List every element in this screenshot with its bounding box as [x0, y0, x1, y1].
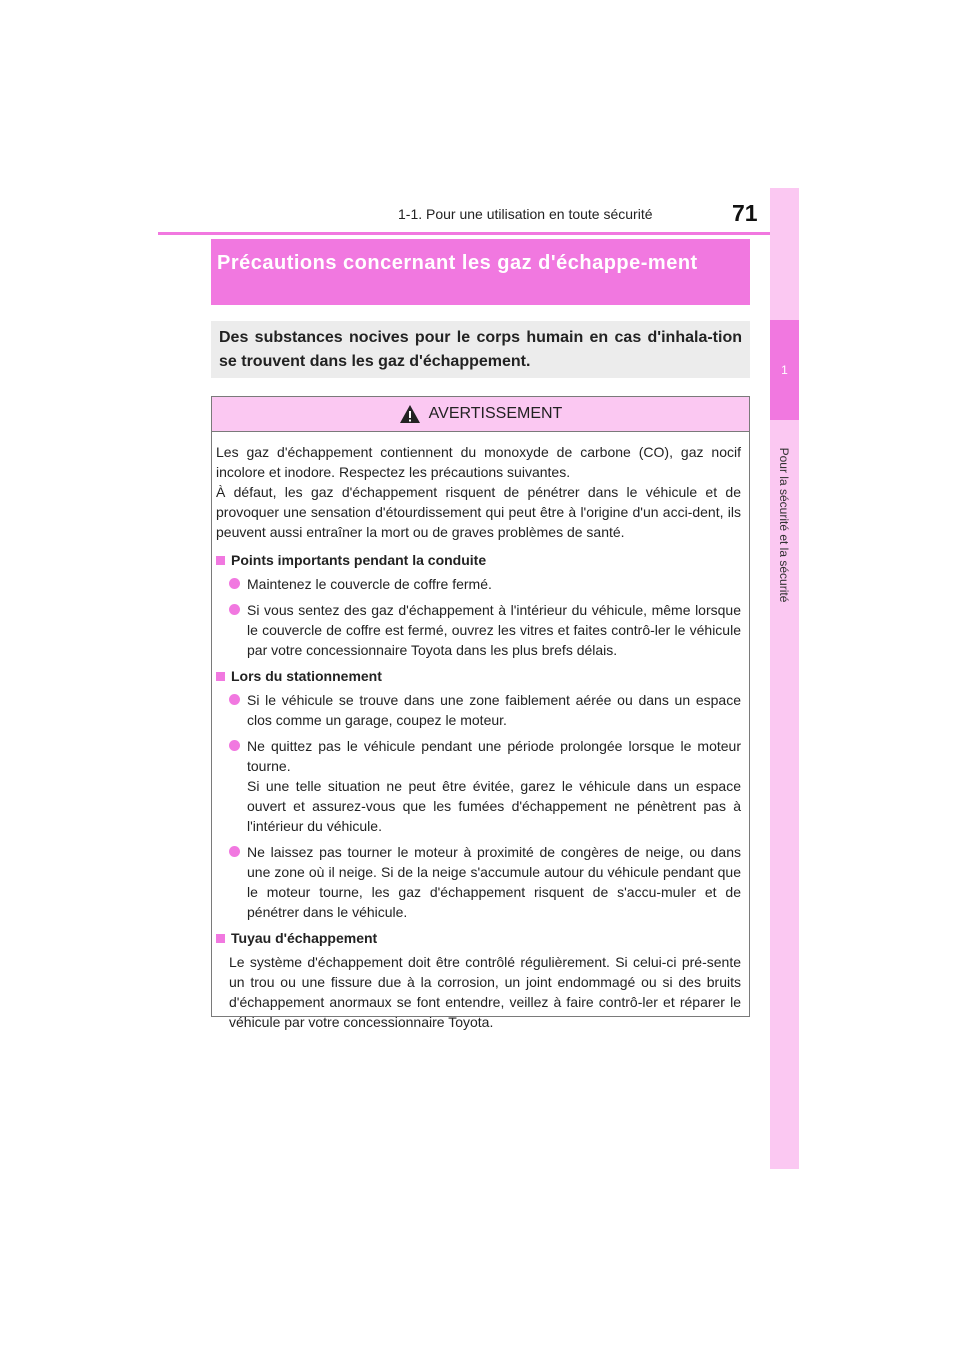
- list-item-text: Si vous sentez des gaz d'échappement à l'intérieur du véhicule, même lorsque le couvercle de coffre est fermé, ouvrez les vitres et faites contrô-ler le véhicule par votre concessionnaire Toyota dans les plus brefs délais.: [247, 602, 741, 658]
- list-item: [229, 736, 741, 836]
- page-title: Précautions concernant les gaz d'échappe-ment: [211, 239, 750, 305]
- list-item: [229, 574, 741, 594]
- side-chapter-title: Pour la sécurité et la sécurité: [777, 447, 791, 603]
- round-bullet-icon: [229, 740, 240, 751]
- section-heading-exhaust-pipe: [216, 928, 741, 948]
- section-heading-label: Lors du stationnement: [231, 668, 382, 684]
- side-chapter-number: 1: [770, 320, 799, 420]
- section-heading-label: Points importants pendant la conduite: [231, 552, 487, 568]
- list-item: [229, 690, 741, 730]
- page-number: 71: [732, 200, 758, 226]
- header-divider: [158, 232, 798, 235]
- warning-heading: AVERTISSEMENT: [428, 405, 563, 422]
- list-item-text: Maintenez le couvercle de coffre fermé.: [247, 576, 492, 592]
- warning-intro-1: Les gaz d'échappement contiennent du monoxyde de carbone (CO), gaz nocif incolore et inodore. Respectez les précautions suivantes.: [216, 444, 741, 480]
- round-bullet-icon: [229, 694, 240, 705]
- list-item-text: Ne laissez pas tourner le moteur à proximité de congères de neige, ou dans une zone où il neige. Si de la neige s'accumule autour du véhicule pendant que le moteur tourne, les gaz d'échappement risquent de s'accu-muler et de pénétrer dans le véhicule.: [247, 844, 741, 920]
- square-bullet-icon: [216, 556, 225, 565]
- list-item-text-part: Si une telle situation ne peut être évitée, garez le véhicule dans un espace ouvert et assurez-vous que les fumées d'échappement ne pénètrent pas à l'intérieur du véhicule.: [247, 778, 741, 834]
- intro-summary: Des substances nocives pour le corps humain en cas d'inhala-tion se trouvent dans les gaz d'échappement.: [211, 321, 750, 378]
- list-item-text: [247, 736, 741, 836]
- warning-header: [212, 397, 749, 432]
- list-item: [229, 842, 741, 922]
- square-bullet-icon: [216, 934, 225, 943]
- exhaust-pipe-text: Le système d'échappement doit être contrôlé régulièrement. Si celui-ci pré-sente un trou ou une fissure due à la corrosion, un joint endommagé ou si des bruits d'échappement anormaux se font entendre, veillez à faire contrô-ler et réparer le véhicule par votre concessionnaire Toyota.: [229, 954, 741, 1030]
- round-bullet-icon: [229, 846, 240, 857]
- section-heading-driving: [216, 550, 741, 570]
- warning-icon: [399, 404, 421, 424]
- round-bullet-icon: [229, 604, 240, 615]
- list-item-text-part: Ne quittez pas le véhicule pendant une période prolongée lorsque le moteur tourne.: [247, 738, 741, 774]
- warning-intro-2: À défaut, les gaz d'échappement risquent de pénétrer dans le véhicule et de provoquer une sensation d'étourdissement qui peut être à l'origine d'un acci-dent, ils peuvent aussi entraîner la mort ou de graves problèmes de santé.: [216, 484, 741, 540]
- round-bullet-icon: [229, 578, 240, 589]
- list-item: [229, 600, 741, 660]
- section-path: 1-1. Pour une utilisation en toute sécurité: [398, 206, 653, 222]
- square-bullet-icon: [216, 672, 225, 681]
- warning-body: [212, 432, 749, 1032]
- section-heading-parking: [216, 666, 741, 686]
- warning-box: [211, 396, 750, 1030]
- section-heading-label: Tuyau d'échappement: [231, 930, 378, 946]
- list-item-text: Si le véhicule se trouve dans une zone faiblement aérée ou dans un espace clos comme un garage, coupez le moteur.: [247, 692, 741, 728]
